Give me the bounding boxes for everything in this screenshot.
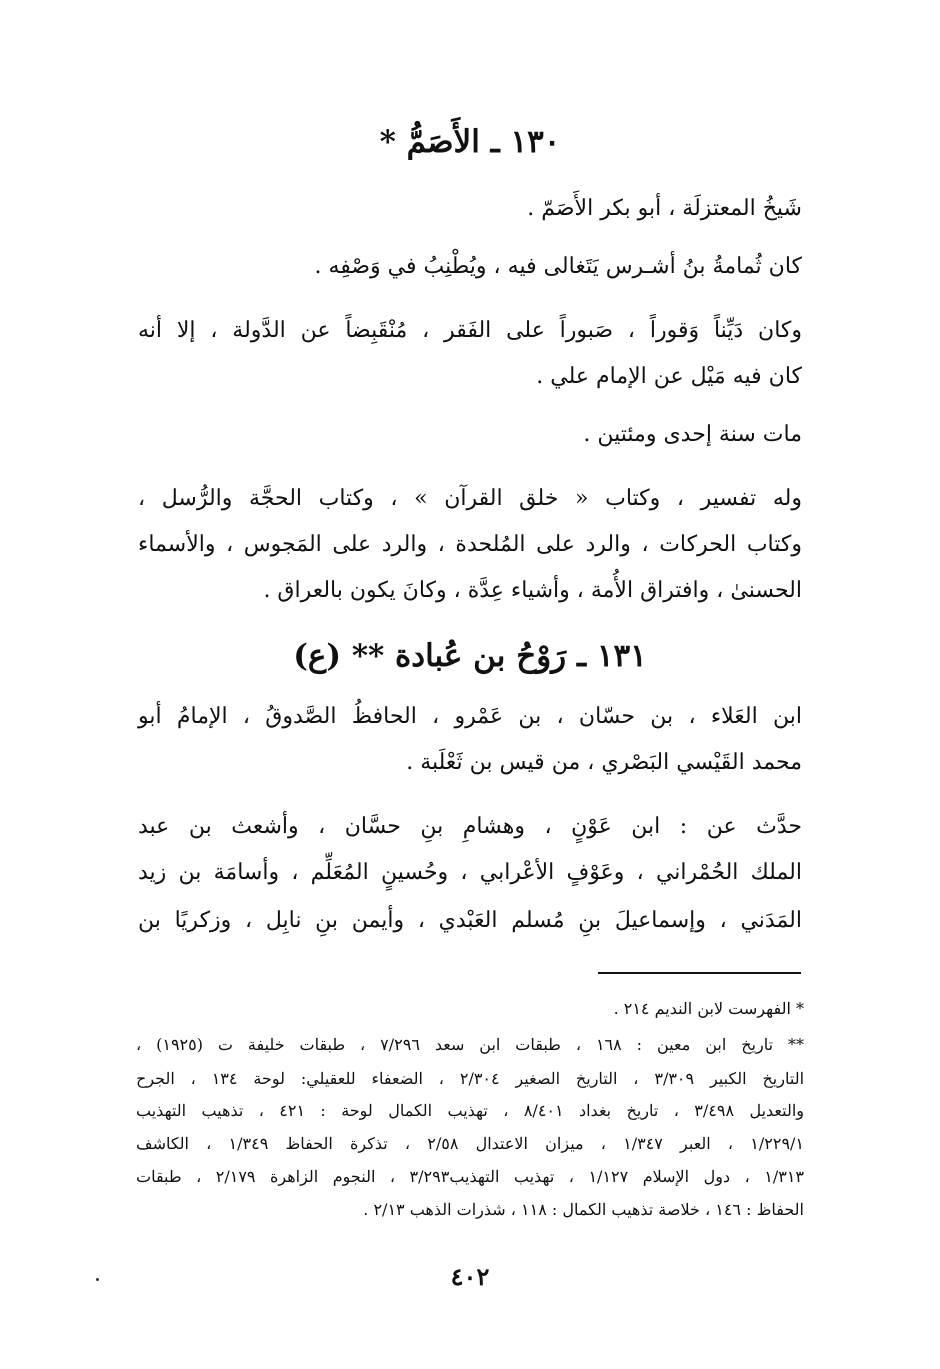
- entry-130-line-6: وله تفسير ، وكتاب « خلق القرآن » ، وكتاب الحجَّة والرُّسل ،: [138, 486, 802, 511]
- entry-130-heading: ١٣٠ ـ الأَصَمُّ *: [379, 124, 561, 160]
- footnote-2-line-3: والتعديل ٣/٤٩٨ ، تاريخ بغداد ٨/٤٠١ ، تهذيب الكمال لوحة : ٤٢١ ، تذهيب التهذيب: [136, 1101, 805, 1120]
- footnote-2-line-1: ** تاريخ ابن معين : ١٦٨ ، طبقات ابن سعد ٧/٢٩٦ ، طبقات خليفة ت (١٩٢٥) ،: [136, 1035, 804, 1054]
- entry-131-line-2: محمد القَيْسي البَصْري ، من قيس بن ثَعْلَبة .: [406, 750, 802, 775]
- entry-130-line-2: كان ثُمامةُ بنُ أشـرس يَتَغالى فيه ، ويُطْنِبُ في وَصْفِه .: [314, 254, 802, 279]
- footnote-2-line-2: التاريخ الكبير ٣/٣٠٩ ، التاريخ الصغير ٢/٣٠٤ ، الضعفاء للعقيلي: لوحة ١٣٤ ، الجرح: [136, 1069, 805, 1088]
- page-number: ٤٠٢: [450, 1262, 490, 1291]
- footnote-1: * الفهرست لابن النديم ٢١٤ .: [613, 999, 804, 1018]
- entry-130-line-4: كان فيه مَيْل عن الإمام علي .: [536, 364, 802, 389]
- entry-131-heading: ١٣١ ـ رَوْحُ بن عُبادة ** (ع): [293, 638, 647, 674]
- footnote-2-line-6: الحفاظ : ١٤٦ ، خلاصة تذهيب الكمال : ١١٨ ، شذرات الذهب ٢/١٣ .: [363, 1200, 804, 1219]
- footnote-separator: [598, 972, 801, 974]
- entry-130-line-8: الحسنىٰ ، وافتراق الأُمة ، وأشياء عِدَّة ، وكانَ يكون بالعراق .: [263, 578, 802, 603]
- entry-131-line-5: المَدَني ، وإسماعيلَ بنِ مُسلم العَبْدي ، وأيمن بنِ نابِل ، وزكريًا بن: [138, 908, 802, 933]
- entry-130-line-1: شَيخُ المعتزلَة ، أبو بكر الأَصَمّ .: [527, 196, 802, 221]
- entry-131-line-1: ابن العَلاء ، بن حسّان ، بن عَمْرو ، الحافظُ الصَّدوقُ ، الإمامُ أبو: [138, 704, 802, 729]
- footnote-2-line-4: ١/٢٢٩/١ ، العبر ١/٣٤٧ ، ميزان الاعتدال ٢/٥٨ ، تذكرة الحفاظ ١/٣٤٩ ، الكاشف: [136, 1134, 805, 1153]
- scan-speck: [96, 1278, 99, 1281]
- footnote-2-line-5: ١/٣١٣ ، دول الإسلام ١/١٢٧ ، تهذيب التهذيب٣/٢٩٣ ، النجوم الزاهرة ٢/١٧٩ ، طبقات: [136, 1167, 805, 1186]
- entry-130-line-3: وكان دَيِّناً وَقوراً ، صَبوراً على الفَقر ، مُنْقَبِضاً عن الدَّولة ، إلا أنه: [138, 318, 802, 343]
- entry-130-line-7: وكتاب الحركات ، والرد على المُلحدة ، والرد على المَجوس ، والأسماء: [138, 532, 802, 557]
- entry-131-line-3: حدَّث عن : ابن عَوْنٍ ، وهشامِ بنِ حسَّان ، وأشعث بن عبد: [138, 814, 802, 839]
- entry-130-line-5: مات سنة إحدى ومئتين .: [583, 422, 802, 447]
- entry-131-line-4: الملك الحُمْراني ، وعَوْفٍ الأعْرابي ، وحُسينٍ المُعَلِّم ، وأسامَة بن زيد: [138, 860, 803, 885]
